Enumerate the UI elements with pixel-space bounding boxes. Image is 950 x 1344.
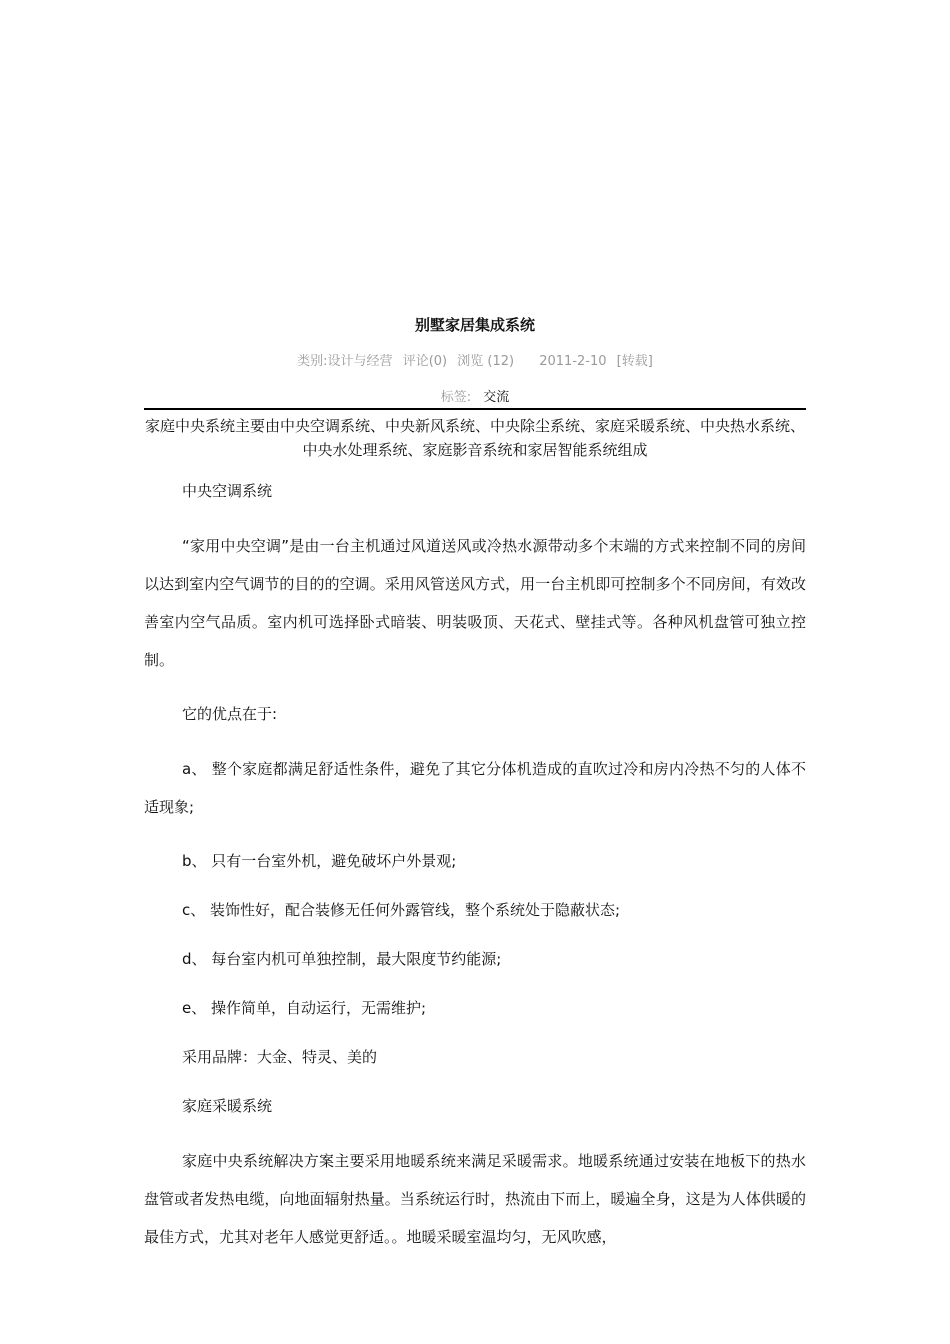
tag-link[interactable]: 交流 bbox=[483, 390, 510, 405]
list-item: c、 装饰性好，配合装修无任何外露管线，整个系统处于隐蔽状态; bbox=[182, 901, 621, 919]
comments-link[interactable]: 评论(0) bbox=[402, 354, 448, 369]
list-item: e、 操作简单，自动运行，无需维护; bbox=[182, 999, 427, 1017]
list-item: a、 整个家庭都满足舒适性条件，避免了其它分体机造成的直吹过冷和房内冷热不匀的人体不适现象; bbox=[144, 760, 806, 816]
article-title: 别墅家居集成系统 bbox=[414, 316, 535, 334]
paragraph: 采用品牌：大金、特灵、美的 bbox=[182, 1048, 378, 1066]
paragraph: 家庭中央系统解决方案主要采用地暖系统来满足采暖需求。地暖系统通过安装在地板下的热水盘管或者发热电缆，向地面辐射热量。当系统运行时，热流由下而上，暖遍全身，这是为人体供暖的最佳方式，尤其对老年人感觉更舒适。。地暖采暖室温均匀，无风吹感， bbox=[144, 1152, 806, 1246]
article-body bbox=[144, 478, 806, 1278]
section-heading: 家庭采暖系统 bbox=[182, 1097, 273, 1115]
article-summary: 家庭中央系统主要由中央空调系统、中央新风系统、中央除尘系统、家庭采暖系统、中央热水系统、中央水处理系统、家庭影音系统和家居智能系统组成 bbox=[144, 417, 805, 459]
list-item: b、 只有一台室外机，避免破坏户外景观; bbox=[182, 852, 457, 870]
paragraph: 它的优点在于: bbox=[182, 705, 278, 723]
tags-row bbox=[144, 386, 806, 405]
divider bbox=[144, 408, 806, 410]
views-count: 浏览 (12) bbox=[457, 354, 515, 369]
list-item: d、 每台室内机可单独控制，最大限度节约能源; bbox=[182, 950, 502, 968]
repost-label: [转载] bbox=[616, 354, 653, 369]
section-heading: 中央空调系统 bbox=[182, 482, 273, 500]
category-link[interactable]: 类别:设计与经营 bbox=[297, 354, 393, 369]
tags-label: 标签: bbox=[440, 390, 472, 405]
paragraph: “家用中央空调”是由一台主机通过风道送风或冷热水源带动多个末端的方式来控制不同的房间以达到室内空气调节的目的的空调。采用风管送风方式，用一台主机即可控制多个不同房间，有效改善室内空气品质。室内机可选择卧式暗装、明装吸顶、天花式、壁挂式等。各种风机盘管可独立控制。 bbox=[144, 537, 806, 669]
post-date: 2011-2-10 bbox=[539, 354, 607, 369]
article-meta bbox=[144, 350, 806, 369]
